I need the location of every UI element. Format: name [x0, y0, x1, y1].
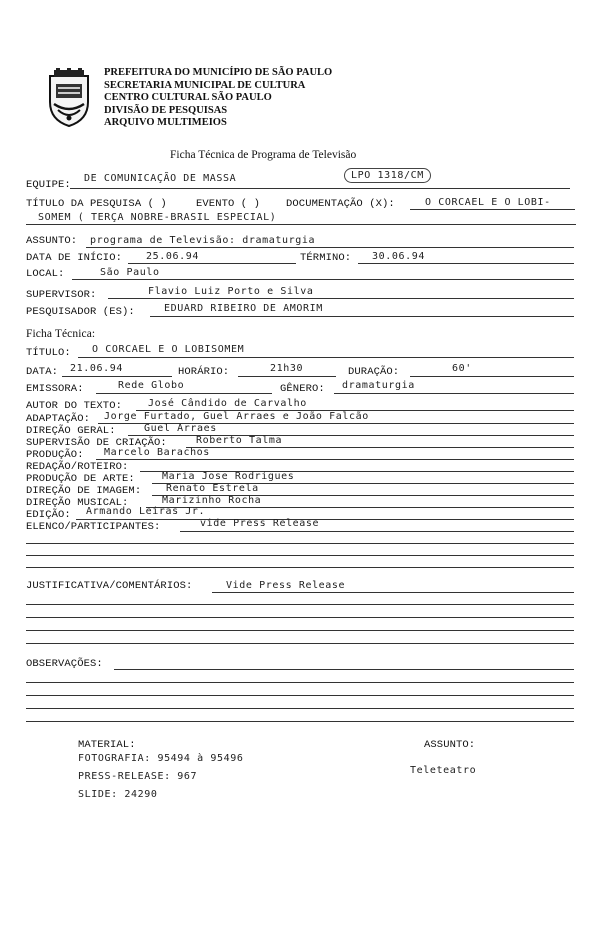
direcao-imagem-value: Renato Estrela — [166, 483, 259, 494]
header-line: SECRETARIA MUNICIPAL DE CULTURA — [104, 79, 306, 91]
header-line: CENTRO CULTURAL SÃO PAULO — [104, 92, 272, 103]
data-value: 21.06.94 — [70, 363, 123, 374]
assunto-footer-label: ASSUNTO: — [424, 739, 476, 751]
form-title: Ficha Técnica de Programa de Televisão — [170, 149, 357, 161]
assunto-footer-value: Teleteatro — [410, 765, 477, 776]
material-press-release: PRESS-RELEASE: 967 — [78, 771, 198, 782]
genero-label: GÊNERO: — [280, 383, 325, 395]
edicao-label: EDIÇÃO: — [26, 509, 71, 521]
horario-label: HORÁRIO: — [178, 366, 230, 378]
producao-value: Marcelo Barachos — [104, 447, 210, 458]
direcao-musical-label: DIREÇÃO MUSICAL: — [26, 497, 129, 509]
producao-arte-label: PRODUÇÃO DE ARTE: — [26, 473, 135, 485]
termino-value: 30.06.94 — [372, 251, 425, 262]
data-label: DATA: — [26, 366, 59, 378]
direcao-imagem-label: DIREÇÃO DE IMAGEM: — [26, 485, 142, 497]
municipal-seal-logo — [44, 68, 94, 128]
documentacao-label: DOCUMENTAÇÃO (X): — [286, 198, 395, 210]
material-slide: SLIDE: 24290 — [78, 789, 158, 800]
emissora-value: Rede Globo — [118, 380, 185, 391]
edicao-value: Armando Leiras Jr. — [86, 506, 206, 517]
justificativa-label: JUSTIFICATIVA/COMENTÁRIOS: — [26, 580, 193, 592]
header-line: DIVISÃO DE PESQUISAS — [104, 104, 228, 116]
autor-label: AUTOR DO TEXTO: — [26, 400, 123, 412]
titulo-pesquisa-label: TÍTULO DA PESQUISA ( ) — [26, 198, 167, 210]
assunto-value: programa de Televisão: dramaturgia — [90, 235, 316, 246]
material-fotografia: FOTOGRAFIA: 95494 à 95496 — [78, 753, 244, 764]
adaptacao-value: Jorge Furtado, Guel Arraes e João Falcão — [104, 411, 369, 422]
pesquisador-label: PESQUISADOR (ES): — [26, 306, 135, 318]
termino-label: TÉRMINO: — [300, 252, 352, 264]
autor-value: José Cândido de Carvalho — [148, 398, 307, 409]
supervisao-label: SUPERVISÃO DE CRIAÇÃO: — [26, 437, 167, 449]
local-value: São Paulo — [100, 267, 160, 278]
redacao-label: REDAÇÃO/ROTEIRO: — [26, 461, 129, 473]
duracao-label: DURAÇÃO: — [348, 366, 400, 378]
header-line: PREFEITURA DO MUNICÍPIO DE SÃO PAULO — [104, 67, 333, 78]
justificativa-value: Vide Press Release — [226, 580, 346, 591]
equipe-value: DE COMUNICAÇÃO DE MASSA — [84, 173, 237, 184]
archive-stamp: LPO 1318/CM — [344, 168, 431, 183]
direcao-geral-value: Guel Arraes — [144, 423, 217, 434]
local-label: LOCAL: — [26, 268, 65, 280]
assunto-label: ASSUNTO: — [26, 235, 78, 247]
supervisor-label: SUPERVISOR: — [26, 289, 97, 301]
institution-header — [104, 67, 332, 130]
titulo-label: TÍTULO: — [26, 347, 71, 359]
supervisao-value: Roberto Talma — [196, 435, 283, 446]
equipe-label: EQUIPE: — [26, 179, 71, 191]
adaptacao-label: ADAPTAÇÃO: — [26, 413, 91, 425]
emissora-label: EMISSORA: — [26, 383, 84, 395]
observacoes-label: OBSERVAÇÕES: — [26, 658, 103, 670]
data-inicio-label: DATA DE INÍCIO: — [26, 252, 123, 264]
pesquisador-value: EDUARD RIBEIRO DE AMORIM — [164, 303, 323, 314]
producao-arte-value: Maria Jose Rodrigues — [162, 471, 295, 482]
elenco-label: ELENCO/PARTICIPANTES: — [26, 521, 161, 533]
titulo-pesquisa-value-2: SOMEM ( TERÇA NOBRE-BRASIL ESPECIAL) — [38, 212, 277, 223]
horario-value: 21h30 — [270, 363, 304, 374]
header-line: ARQUIVO MULTIMEIOS — [104, 117, 227, 128]
material-label: MATERIAL: — [78, 739, 136, 751]
data-inicio-value: 25.06.94 — [146, 251, 199, 262]
supervisor-value: Flavio Luiz Porto e Silva — [148, 286, 314, 297]
evento-label: EVENTO ( ) — [196, 198, 261, 210]
titulo-value: O CORCAEL E O LOBISOMEM — [92, 344, 245, 355]
direcao-musical-value: Marizinho Rocha — [162, 495, 262, 506]
titulo-pesquisa-value-1: O CORCAEL E O LOBI- — [425, 197, 551, 208]
direcao-geral-label: DIREÇÃO GERAL: — [26, 425, 116, 437]
duracao-value: 60' — [452, 363, 472, 374]
genero-value: dramaturgia — [342, 380, 415, 391]
producao-label: PRODUÇÃO: — [26, 449, 84, 461]
elenco-value: vide Press Release — [200, 518, 320, 529]
ficha-tecnica-heading: Ficha Técnica: — [26, 328, 96, 340]
